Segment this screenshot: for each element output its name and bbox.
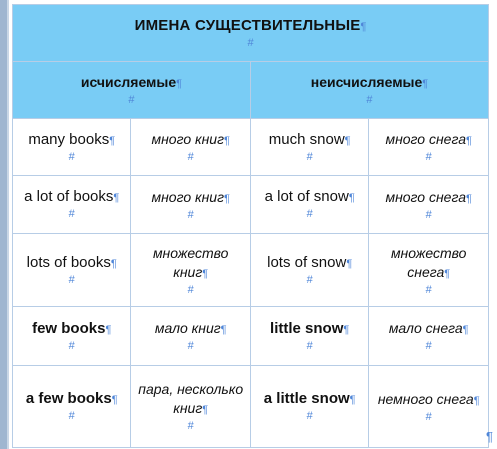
end-of-cell-mark: #: [247, 36, 254, 49]
uncountable-ru-text: много снега: [385, 188, 467, 205]
countable-ru-text: множество книг: [152, 244, 229, 280]
cell-uncountable-ru[interactable]: [369, 234, 489, 307]
paragraph-mark: ¶: [176, 78, 183, 90]
cell-uncountable-en[interactable]: [250, 176, 368, 234]
cell-countable-ru[interactable]: [131, 234, 250, 307]
paragraph-mark: ¶: [466, 192, 472, 205]
cell-uncountable-en[interactable]: [250, 366, 368, 448]
countable-en-text: many books: [28, 130, 110, 148]
end-of-cell-mark: #: [68, 339, 75, 352]
paragraph-mark: ¶: [346, 257, 353, 270]
paragraph-mark: ¶: [113, 192, 120, 204]
table-header-row: [13, 62, 489, 119]
end-of-cell-mark: #: [68, 208, 75, 220]
cell-countable-en[interactable]: [13, 366, 131, 448]
table-title-row: [13, 5, 489, 62]
end-of-cell-mark: #: [187, 151, 194, 163]
cell-uncountable-ru[interactable]: [369, 366, 489, 448]
paragraph-mark: ¶: [466, 135, 472, 147]
countable-en-text: few books: [32, 319, 106, 337]
end-of-cell-mark: #: [425, 283, 432, 296]
end-of-cell-mark: #: [425, 208, 432, 221]
uncountable-ru-text: множество снега: [390, 244, 467, 280]
table-row: [13, 176, 489, 234]
end-of-cell-mark: #: [425, 151, 432, 163]
header-countable: исчисляемые: [80, 74, 177, 90]
cell-uncountable-ru[interactable]: [369, 119, 489, 176]
cell-uncountable-en[interactable]: [250, 119, 368, 176]
nouns-table: [12, 4, 489, 448]
cell-countable-en[interactable]: [13, 307, 131, 366]
end-of-cell-mark: #: [366, 94, 373, 106]
end-of-cell-mark: #: [425, 410, 432, 423]
header-uncountable-cell[interactable]: [250, 62, 488, 119]
paragraph-mark: ¶: [343, 323, 350, 336]
uncountable-en-text: lots of snow: [267, 253, 347, 271]
table-title-cell[interactable]: [13, 5, 489, 62]
paragraph-mark: ¶: [202, 267, 209, 280]
paragraph-mark: ¶: [486, 429, 493, 444]
paragraph-mark: ¶: [348, 192, 355, 204]
end-of-cell-mark: #: [187, 283, 194, 296]
cell-countable-en[interactable]: [13, 234, 131, 307]
page-margin-edge-inner: [7, 0, 9, 449]
uncountable-en-text: a lot of snow: [264, 188, 349, 205]
paragraph-mark: ¶: [224, 192, 230, 205]
paragraph-mark: ¶: [422, 78, 429, 90]
cell-countable-ru[interactable]: [131, 366, 250, 448]
cell-uncountable-en[interactable]: [250, 307, 368, 366]
cell-countable-ru[interactable]: [131, 119, 250, 176]
countable-en-text: lots of books: [26, 253, 111, 271]
paragraph-mark: ¶: [111, 394, 118, 406]
countable-ru-text: много книг: [151, 131, 224, 147]
cell-countable-en[interactable]: [13, 119, 131, 176]
uncountable-ru-text: немного снега: [377, 390, 474, 407]
paragraph-mark: ¶: [105, 323, 112, 336]
cell-countable-ru[interactable]: [131, 307, 250, 366]
end-of-cell-mark: #: [187, 420, 194, 432]
uncountable-en-text: much snow: [268, 130, 345, 148]
paragraph-mark: ¶: [344, 134, 351, 147]
paragraph-mark: ¶: [110, 257, 117, 270]
countable-ru-text: много книг: [151, 188, 224, 205]
uncountable-en-text: little snow: [270, 319, 344, 337]
countable-ru-text: пара, несколько книг: [138, 381, 244, 416]
paragraph-mark: ¶: [220, 324, 227, 336]
paragraph-mark: ¶: [360, 20, 367, 33]
table-row: [13, 307, 489, 366]
paragraph-mark: ¶: [444, 267, 451, 280]
end-of-cell-mark: #: [187, 340, 194, 352]
end-of-cell-mark: #: [306, 339, 313, 352]
table-row: [13, 119, 489, 176]
uncountable-en-text: a little snow: [263, 390, 350, 407]
end-of-cell-mark: #: [306, 208, 313, 220]
end-of-cell-mark: #: [68, 273, 75, 286]
countable-en-text: a few books: [25, 390, 112, 407]
paragraph-mark: ¶: [202, 404, 209, 416]
end-of-cell-mark: #: [68, 150, 75, 163]
paragraph-mark: ¶: [349, 394, 356, 406]
countable-en-text: a lot of books: [24, 188, 114, 205]
header-countable-cell[interactable]: [13, 62, 251, 119]
table-row: [13, 366, 489, 448]
paragraph-mark: ¶: [473, 394, 480, 407]
end-of-cell-mark: #: [306, 150, 313, 163]
table-title: ИМЕНА СУЩЕСТВИТЕЛЬНЫЕ: [134, 16, 361, 34]
header-uncountable: неисчисляемые: [310, 74, 423, 90]
paragraph-mark: ¶: [462, 324, 469, 336]
cell-countable-ru[interactable]: [131, 176, 250, 234]
end-of-cell-mark: #: [68, 410, 75, 422]
cell-countable-en[interactable]: [13, 176, 131, 234]
end-of-cell-mark: #: [306, 273, 313, 286]
countable-ru-text: мало книг: [154, 320, 221, 336]
uncountable-ru-text: мало снега: [388, 320, 463, 336]
table-row: [13, 234, 489, 307]
paragraph-mark: ¶: [224, 135, 230, 147]
end-of-cell-mark: #: [306, 410, 313, 422]
cell-uncountable-ru[interactable]: [369, 176, 489, 234]
uncountable-ru-text: много снега: [385, 131, 467, 147]
paragraph-mark: ¶: [109, 134, 116, 147]
cell-uncountable-en[interactable]: [250, 234, 368, 307]
end-of-cell-mark: #: [425, 340, 432, 352]
end-of-cell-mark: #: [128, 94, 135, 106]
end-of-cell-mark: #: [187, 208, 194, 221]
cell-uncountable-ru[interactable]: [369, 307, 489, 366]
